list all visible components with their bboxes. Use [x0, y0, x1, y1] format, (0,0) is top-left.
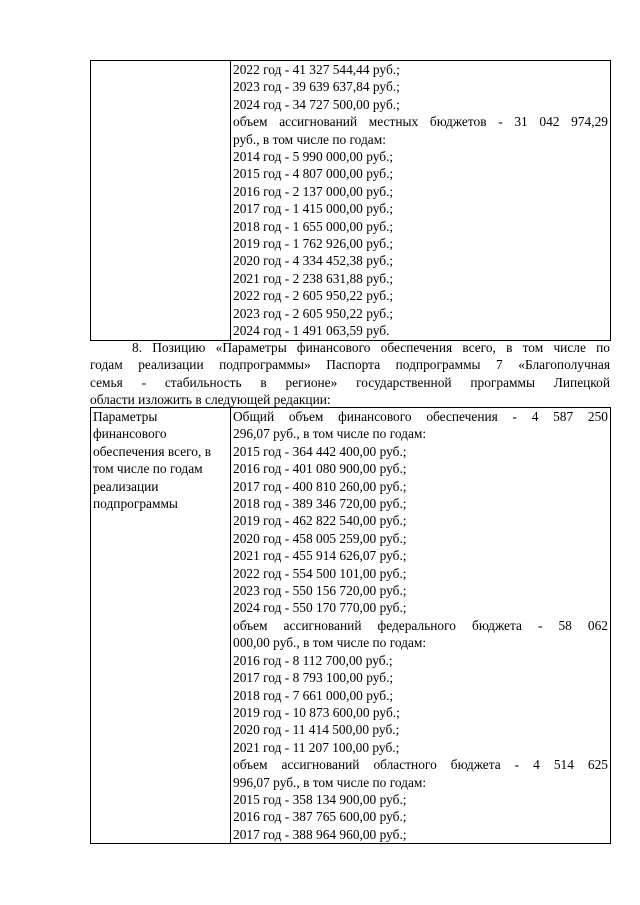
funding-line: 2014 год - 5 990 000,00 руб.;: [233, 149, 394, 165]
funding-line: объем ассигнований областного бюджета - 4 514 625: [233, 757, 608, 773]
funding-line: 2021 год - 2 238 631,88 руб.;: [233, 270, 394, 286]
funding-line: 2015 год - 358 134 900,00 руб.;: [233, 791, 407, 807]
funding-line: 2015 год - 4 807 000,00 руб.;: [233, 166, 394, 182]
funding-line: 2021 год - 11 207 100,00 руб.;: [233, 739, 400, 755]
funding-line: 2018 год - 7 661 000,00 руб.;: [233, 687, 394, 703]
paragraph-line: 8. Позицию «Параметры финансового обеспечения всего, в том числе по: [132, 340, 610, 355]
funding-line: 2020 год - 4 334 452,38 руб.;: [233, 253, 394, 269]
funding-line: 2022 год - 554 500 101,00 руб.;: [233, 565, 407, 581]
table-row: [91, 408, 611, 844]
funding-line: 2016 год - 401 080 900,00 руб.;: [233, 461, 407, 477]
funding-parameters-table: [90, 407, 611, 844]
funding-line: 2017 год - 388 964 960,00 руб.;: [233, 826, 407, 842]
funding-line: 2024 год - 550 170 770,00 руб.;: [233, 600, 407, 616]
table-cell-label-empty: [91, 61, 231, 341]
funding-line: 2016 год - 8 112 700,00 руб.;: [233, 652, 393, 668]
funding-line: 2016 год - 387 765 600,00 руб.;: [233, 809, 407, 825]
table-row: [91, 61, 611, 341]
funding-line: 2023 год - 550 156 720,00 руб.;: [233, 583, 407, 599]
funding-line: 2015 год - 364 442 400,00 руб.;: [233, 443, 407, 459]
table-cell-values: [231, 61, 611, 341]
funding-line: руб., в том числе по годам:: [233, 131, 386, 147]
funding-line: 2020 год - 458 005 259,00 руб.;: [233, 530, 407, 546]
funding-line: 2017 год - 400 810 260,00 руб.;: [233, 478, 407, 494]
funding-line: 2020 год - 11 414 500,00 руб.;: [233, 722, 400, 738]
table-cell-label: Параметры финансового обеспечения всего, в том числе по годам реализации подпрограммы: [91, 408, 231, 844]
paragraph-line: годам реализации подпрограммы» Паспорта подпрограммы 7 «Благополучная: [90, 357, 610, 373]
funding-line: 2016 год - 2 137 000,00 руб.;: [233, 183, 394, 199]
funding-line: 2022 год - 41 327 544,44 руб.;: [233, 62, 400, 77]
funding-line: 2019 год - 1 762 926,00 руб.;: [233, 236, 394, 252]
funding-line: 2021 год - 455 914 626,07 руб.;: [233, 548, 407, 564]
funding-line: 2018 год - 1 655 000,00 руб.;: [233, 218, 394, 234]
table-cell-values: [231, 408, 611, 844]
funding-lines: [233, 61, 608, 340]
funding-line: 296,07 руб., в том числе по годам:: [233, 426, 427, 442]
funding-line: 2023 год - 39 639 637,84 руб.;: [233, 79, 400, 95]
funding-line: 000,00 руб., в том числе по годам:: [233, 635, 427, 651]
funding-line: 2017 год - 8 793 100,00 руб.;: [233, 670, 394, 686]
funding-line: 2017 год - 1 415 000,00 руб.;: [233, 201, 394, 217]
funding-line: 2023 год - 2 605 950,22 руб.;: [233, 305, 394, 321]
funding-line: 2018 год - 389 346 720,00 руб.;: [233, 496, 407, 512]
funding-line: объем ассигнований местных бюджетов - 31 042 974,29: [233, 114, 608, 130]
paragraph-line: области изложить в следующей редакции:: [90, 392, 331, 408]
funding-line: 996,07 руб., в том числе по годам:: [233, 774, 427, 790]
funding-line: 2022 год - 2 605 950,22 руб.;: [233, 288, 394, 304]
funding-line: 2019 год - 10 873 600,00 руб.;: [233, 704, 400, 720]
amendment-paragraph: [90, 339, 610, 409]
funding-line: объем ассигнований федерального бюджета - 58 062: [233, 617, 608, 633]
funding-line: 2024 год - 1 491 063,59 руб.: [233, 323, 390, 339]
funding-lines: [233, 408, 608, 843]
funding-table-continued: [90, 60, 611, 341]
funding-line: 2024 год - 34 727 500,00 руб.;: [233, 96, 400, 112]
paragraph-line: семья - стабильность в регионе» государственной программы Липецкой: [90, 374, 610, 390]
funding-line: Общий объем финансового обеспечения - 4 587 250: [233, 409, 608, 424]
funding-line: 2019 год - 462 822 540,00 руб.;: [233, 513, 407, 529]
